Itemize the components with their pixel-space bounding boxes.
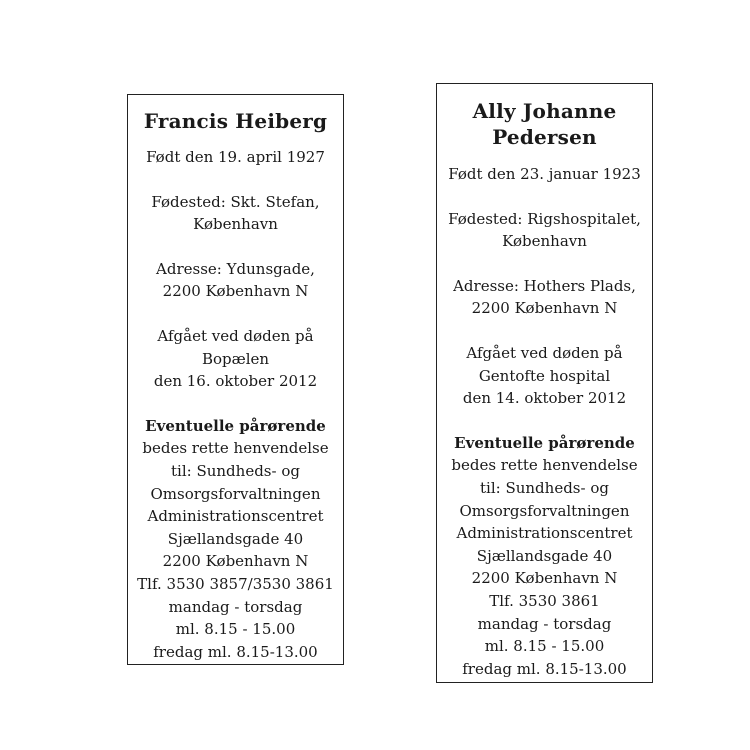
contact-line: til: Sundheds- og	[480, 478, 609, 497]
contact-line: Administrationscentret	[456, 524, 633, 543]
contact-info	[437, 432, 652, 681]
address	[437, 275, 652, 320]
death-notice-ally-johanne-pedersen	[436, 83, 653, 683]
contact-line: Sjællandsgade 40	[476, 546, 613, 565]
contact-line: bedes rette henvendelse	[451, 456, 638, 475]
birthplace	[128, 191, 343, 236]
contact-heading: Eventuelle pårørende	[454, 433, 635, 452]
contact-heading: Eventuelle pårørende	[145, 416, 326, 435]
birth-date-line: Født den 23. januar 1923	[448, 165, 641, 183]
address-line: 2200 København N	[471, 299, 618, 318]
contact-line: Omsorgsforvaltningen	[150, 484, 321, 503]
contact-line: Administrationscentret	[147, 507, 324, 526]
contact-phone: Tlf. 3530 3861	[489, 591, 600, 610]
birthplace-line: Fødested: Skt. Stefan,	[151, 192, 320, 211]
contact-phone: Tlf. 3530 3857/3530 3861	[137, 574, 334, 593]
birth-date	[437, 163, 652, 186]
contact-info	[128, 415, 343, 664]
death-line: Afgået ved døden på	[466, 343, 623, 362]
contact-line: til: Sundheds- og	[171, 461, 300, 480]
birthplace-line: Fødested: Rigshospitalet,	[448, 209, 641, 228]
death-notice-francis-heiberg	[127, 94, 344, 665]
birth-date-line: Født den 19. april 1927	[146, 148, 325, 166]
contact-line: Sjællandsgade 40	[167, 529, 304, 548]
death-info	[437, 342, 652, 410]
death-line: den 14. oktober 2012	[462, 389, 627, 408]
contact-line: 2200 København N	[471, 569, 618, 588]
contact-line: Omsorgsforvaltningen	[459, 501, 630, 520]
death-info	[128, 325, 343, 393]
contact-line: 2200 København N	[162, 552, 309, 571]
name-line: Francis Heiberg	[143, 109, 328, 133]
contact-line: bedes rette henvendelse	[142, 439, 329, 458]
address-line: Adresse: Ydunsgade,	[156, 259, 315, 278]
contact-line: mandag - torsdag	[477, 614, 612, 633]
contact-line: ml. 8.15 - 15.00	[484, 637, 605, 656]
birthplace	[437, 208, 652, 253]
death-line: den 16. oktober 2012	[153, 372, 318, 391]
deceased-name	[128, 108, 343, 134]
contact-line: fredag ml. 8.15-13.00	[153, 642, 318, 661]
name-line: Ally Johanne	[472, 99, 617, 123]
deceased-name	[437, 98, 652, 150]
address-line: 2200 København N	[162, 282, 309, 301]
birthplace-line: København	[193, 215, 278, 234]
address-line: Adresse: Hothers Plads,	[453, 276, 636, 295]
birthplace-line: København	[502, 232, 587, 251]
birth-date	[128, 146, 343, 169]
contact-line: fredag ml. 8.15-13.00	[462, 659, 627, 678]
death-line: Gentofte hospital	[478, 366, 611, 385]
death-line: Bopælen	[201, 349, 270, 368]
contact-line: mandag - torsdag	[168, 597, 303, 616]
death-line: Afgået ved døden på	[157, 326, 314, 345]
name-line: Pedersen	[492, 125, 597, 149]
contact-line: ml. 8.15 - 15.00	[175, 620, 296, 639]
address	[128, 258, 343, 303]
